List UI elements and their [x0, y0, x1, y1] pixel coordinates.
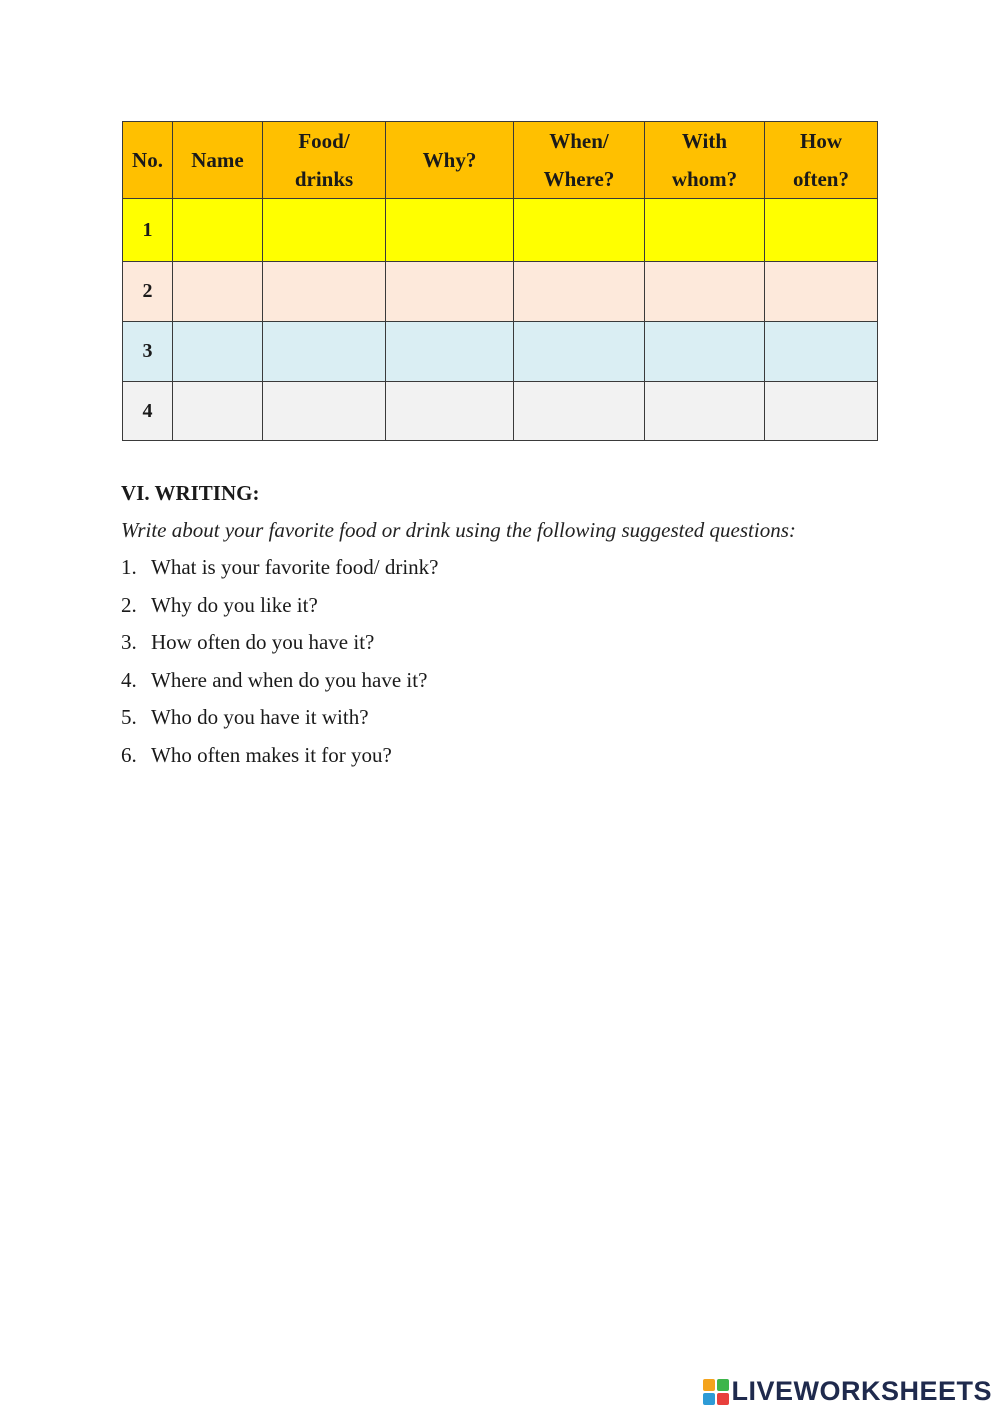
question-text: Why do you like it? — [151, 592, 318, 617]
writing-instructions: Write about your favorite food or drink using the following suggested questions: — [121, 518, 796, 542]
question-number: 2. — [121, 592, 137, 617]
table-header-row — [123, 122, 878, 199]
question-text: Who often makes it for you? — [151, 742, 392, 767]
name-cell[interactable] — [173, 382, 263, 441]
how-often-cell[interactable] — [765, 199, 878, 262]
list-item — [121, 666, 901, 694]
header-with-whom: With whom? — [645, 122, 765, 199]
header-why: Why? — [386, 122, 514, 199]
question-text: How often do you have it? — [151, 630, 375, 655]
row-number: 3 — [123, 322, 173, 382]
with-whom-cell[interactable] — [645, 322, 765, 382]
food-drinks-cell[interactable] — [263, 262, 386, 322]
question-number: 6. — [121, 742, 137, 767]
why-cell[interactable] — [386, 322, 514, 382]
name-cell[interactable] — [173, 199, 263, 262]
how-often-cell[interactable] — [765, 382, 878, 441]
table-row — [123, 322, 878, 382]
row-number: 4 — [123, 382, 173, 441]
why-cell[interactable] — [386, 199, 514, 262]
table-row — [123, 262, 878, 322]
food-drinks-cell[interactable] — [263, 199, 386, 262]
header-how-often: How often? — [765, 122, 878, 199]
when-where-cell[interactable] — [514, 262, 645, 322]
survey-table — [122, 121, 878, 441]
question-list — [121, 553, 901, 769]
header-name: Name — [173, 122, 263, 199]
writing-section — [121, 479, 901, 779]
why-cell[interactable] — [386, 262, 514, 322]
food-drinks-cell[interactable] — [263, 322, 386, 382]
with-whom-cell[interactable] — [645, 382, 765, 441]
name-cell[interactable] — [173, 322, 263, 382]
row-number: 2 — [123, 262, 173, 322]
with-whom-cell[interactable] — [645, 262, 765, 322]
with-whom-cell[interactable] — [645, 199, 765, 262]
when-where-cell[interactable] — [514, 382, 645, 441]
list-item — [121, 553, 901, 581]
section-title: VI. WRITING: — [121, 481, 260, 505]
food-drinks-cell[interactable] — [263, 382, 386, 441]
header-food-drinks: Food/ drinks — [263, 122, 386, 199]
list-item — [121, 591, 901, 619]
liveworksheets-logo-icon — [703, 1379, 729, 1405]
liveworksheets-watermark — [703, 1376, 992, 1407]
table-row — [123, 199, 878, 262]
header-when-where: When/ Where? — [514, 122, 645, 199]
how-often-cell[interactable] — [765, 262, 878, 322]
why-cell[interactable] — [386, 382, 514, 441]
list-item — [121, 741, 901, 769]
question-text: What is your favorite food/ drink? — [151, 555, 439, 579]
how-often-cell[interactable] — [765, 322, 878, 382]
list-item — [121, 703, 901, 731]
table-row — [123, 382, 878, 441]
row-number: 1 — [123, 199, 173, 262]
question-number: 1. — [121, 555, 137, 579]
question-number: 4. — [121, 667, 137, 692]
question-text: Who do you have it with? — [151, 705, 369, 730]
list-item — [121, 628, 901, 656]
name-cell[interactable] — [173, 262, 263, 322]
header-no: No. — [123, 122, 173, 199]
watermark-text: LIVEWORKSHEETS — [731, 1376, 992, 1406]
when-where-cell[interactable] — [514, 199, 645, 262]
when-where-cell[interactable] — [514, 322, 645, 382]
question-text: Where and when do you have it? — [151, 667, 428, 692]
question-number: 3. — [121, 630, 137, 655]
question-number: 5. — [121, 705, 137, 730]
